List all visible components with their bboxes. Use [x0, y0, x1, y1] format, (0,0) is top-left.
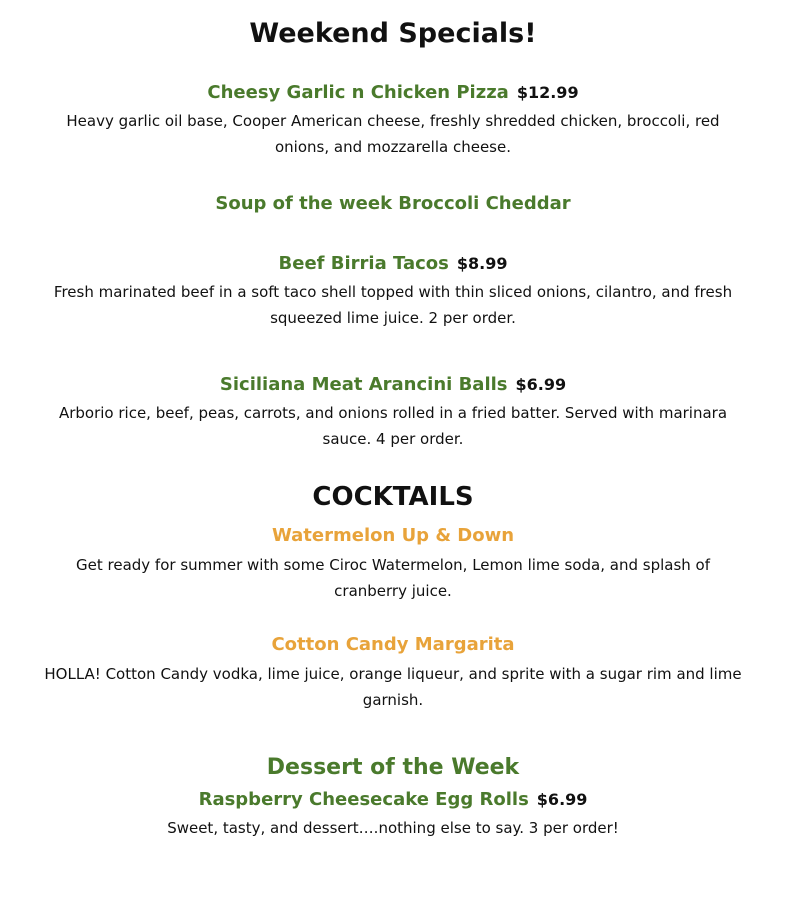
cocktail-margarita-description: HOLLA! Cotton Candy vodka, lime juice, orange liqueur, and sprite with a sugar rim and lime garnish. [44, 665, 742, 709]
dessert-item-name: Raspberry Cheesecake Egg Rolls [198, 789, 529, 810]
special-pizza-description: Heavy garlic oil base, Cooper American cheese, freshly shredded chicken, broccoli, red onions, and mozzarella cheese. [66, 112, 720, 156]
special-soup-header [0, 193, 786, 214]
cocktail-watermelon-header [0, 525, 786, 546]
special-tacos-header [0, 253, 786, 274]
special-arancini-header [0, 374, 786, 395]
special-arancini-name: Siciliana Meat Arancini Balls [219, 374, 508, 395]
cocktails-heading: COCKTAILS [312, 482, 474, 512]
special-arancini-price: $6.99 [515, 375, 567, 394]
special-pizza-header [0, 82, 786, 103]
dessert-heading: Dessert of the Week [266, 755, 520, 780]
cocktail-margarita-header [0, 634, 786, 655]
page-title: Weekend Specials! [249, 18, 537, 49]
special-tacos-description: Fresh marinated beef in a soft taco shell topped with thin sliced onions, cilantro, and fresh squeezed lime juice. 2 per order. [53, 283, 733, 327]
cocktail-watermelon-description: Get ready for summer with some Ciroc Watermelon, Lemon lime soda, and splash of cranberry juice. [76, 556, 710, 600]
special-tacos-name: Beef Birria Tacos [278, 253, 449, 274]
special-soup-name: Soup of the week Broccoli Cheddar [215, 193, 571, 214]
dessert-item-description: Sweet, tasty, and dessert….nothing else to say. 3 per order! [167, 819, 619, 837]
cocktail-margarita-name: Cotton Candy Margarita [271, 634, 515, 655]
special-pizza-name: Cheesy Garlic n Chicken Pizza [207, 82, 509, 103]
dessert-item-header [0, 789, 786, 810]
special-arancini-description: Arborio rice, beef, peas, carrots, and onions rolled in a fried batter. Served with marinara sauce. 4 per order. [58, 404, 728, 448]
dessert-item-price: $6.99 [536, 790, 588, 809]
special-tacos-price: $8.99 [456, 254, 508, 273]
cocktail-watermelon-name: Watermelon Up & Down [271, 525, 515, 546]
special-pizza-price: $12.99 [516, 83, 579, 102]
